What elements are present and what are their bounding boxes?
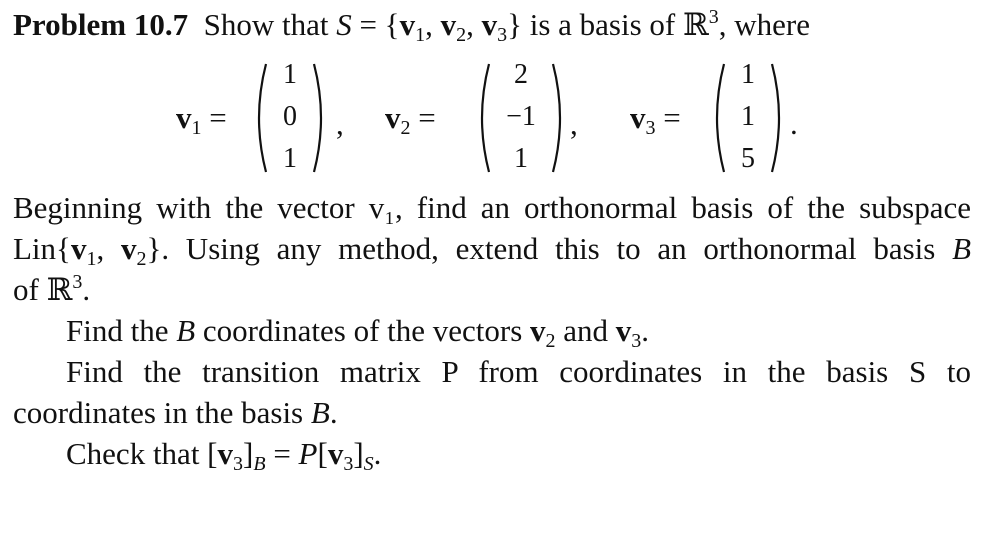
matrix-entry: 1 bbox=[741, 59, 755, 90]
paragraph-text: Beginning with the vector v₁, find an orthonormal basis of the subspace bbox=[13, 190, 971, 225]
basis-symbol: B bbox=[952, 231, 972, 266]
task-text: [ bbox=[317, 436, 328, 471]
task-text: . bbox=[641, 313, 650, 348]
matrix-entry: 5 bbox=[741, 143, 755, 174]
task-text: ] bbox=[353, 436, 364, 471]
problem-label: Problem 10.7 bbox=[13, 7, 189, 42]
column-matrix bbox=[708, 58, 788, 178]
subscript: 1 bbox=[86, 248, 97, 270]
task-text: coordinates of the vectors bbox=[195, 313, 531, 348]
punctuation: . bbox=[790, 106, 798, 141]
task-line bbox=[66, 436, 382, 475]
task-text: = bbox=[265, 436, 299, 471]
paragraph-line bbox=[13, 231, 972, 270]
superscript: 3 bbox=[708, 6, 719, 28]
task-text: ] bbox=[243, 436, 254, 471]
subscript: 3 bbox=[233, 453, 244, 475]
paragraph-line bbox=[13, 272, 90, 308]
task-text: . bbox=[373, 436, 382, 471]
matrix-entry: −1 bbox=[506, 101, 536, 132]
vector-label: $v_2$ = bbox=[385, 100, 436, 139]
matrix-symbol: P bbox=[298, 436, 318, 471]
vector-label: $v_1$ = bbox=[176, 100, 227, 139]
matrix-entry: 1 bbox=[514, 143, 528, 174]
v-symbol: v bbox=[70, 231, 87, 266]
comma: , bbox=[466, 7, 482, 42]
subscript: S bbox=[363, 453, 374, 475]
set-open: = { bbox=[351, 7, 400, 42]
subscript: 3 bbox=[645, 117, 656, 139]
comma: , bbox=[425, 7, 441, 42]
task-text: Find the bbox=[66, 313, 177, 348]
set-close: } bbox=[507, 7, 522, 42]
paragraph-text: . bbox=[82, 272, 91, 307]
subscript: 1 bbox=[415, 24, 426, 46]
comma: , bbox=[96, 231, 121, 266]
intro-text: is a basis of bbox=[521, 7, 683, 42]
v-symbol: v bbox=[615, 313, 632, 348]
subscript: 1 bbox=[191, 117, 202, 139]
task-text: . bbox=[329, 395, 338, 430]
subscript: 2 bbox=[456, 24, 467, 46]
column-matrix bbox=[250, 58, 330, 178]
subscript: 2 bbox=[136, 248, 147, 270]
basis-symbol: B bbox=[176, 313, 196, 348]
subscript: B bbox=[253, 453, 266, 475]
real-numbers-symbol: ℝ bbox=[46, 272, 73, 308]
v-symbol: v bbox=[217, 436, 234, 471]
column-matrix bbox=[473, 58, 569, 178]
subscript: 2 bbox=[545, 330, 556, 352]
intro-text: Show that bbox=[203, 7, 329, 42]
v-symbol: v bbox=[481, 7, 498, 42]
v-symbol: v bbox=[530, 313, 546, 348]
matrix-entry: 1 bbox=[283, 59, 297, 90]
v-symbol: v bbox=[630, 100, 646, 135]
paragraph-text: Lin{ bbox=[13, 231, 71, 266]
matrix-entry: 1 bbox=[283, 143, 297, 174]
superscript: 3 bbox=[72, 271, 83, 293]
matrix-entry: 2 bbox=[514, 59, 528, 90]
punctuation: , bbox=[336, 106, 344, 141]
task-text: Check that [ bbox=[66, 436, 218, 471]
v-symbol: v bbox=[385, 100, 401, 135]
task-line bbox=[66, 354, 971, 390]
problem-statement-line bbox=[13, 6, 810, 46]
subscript: 3 bbox=[343, 453, 354, 475]
matrix-entry: 1 bbox=[741, 101, 755, 132]
subscript: 3 bbox=[497, 24, 508, 46]
v-symbol: v bbox=[327, 436, 344, 471]
set-symbol: S bbox=[336, 7, 352, 42]
task-line bbox=[66, 313, 650, 352]
intro-text: , where bbox=[718, 7, 810, 42]
v-symbol: v bbox=[120, 231, 137, 266]
matrix-entry: 0 bbox=[283, 101, 297, 132]
paragraph-text: }. Using any method, extend this to an orthonormal basis bbox=[146, 231, 953, 266]
real-numbers-symbol: ℝ bbox=[682, 7, 709, 43]
v-symbol: v bbox=[399, 7, 416, 42]
v-symbol: v bbox=[440, 7, 457, 42]
task-line bbox=[13, 395, 338, 431]
punctuation: , bbox=[570, 106, 578, 141]
paragraph-line bbox=[13, 190, 971, 226]
subscript: 2 bbox=[400, 117, 411, 139]
basis-symbol: B bbox=[310, 395, 330, 430]
task-text: coordinates in the basis bbox=[13, 395, 311, 430]
task-text: Find the transition matrix P from coordinates in the basis S to bbox=[66, 354, 971, 389]
subscript: 3 bbox=[631, 330, 642, 352]
vector-definitions bbox=[0, 58, 1002, 178]
paragraph-text: of bbox=[13, 272, 47, 307]
vector-label: $v_3$ = bbox=[630, 100, 681, 139]
task-text: and bbox=[555, 313, 616, 348]
v-symbol: v bbox=[176, 100, 192, 135]
